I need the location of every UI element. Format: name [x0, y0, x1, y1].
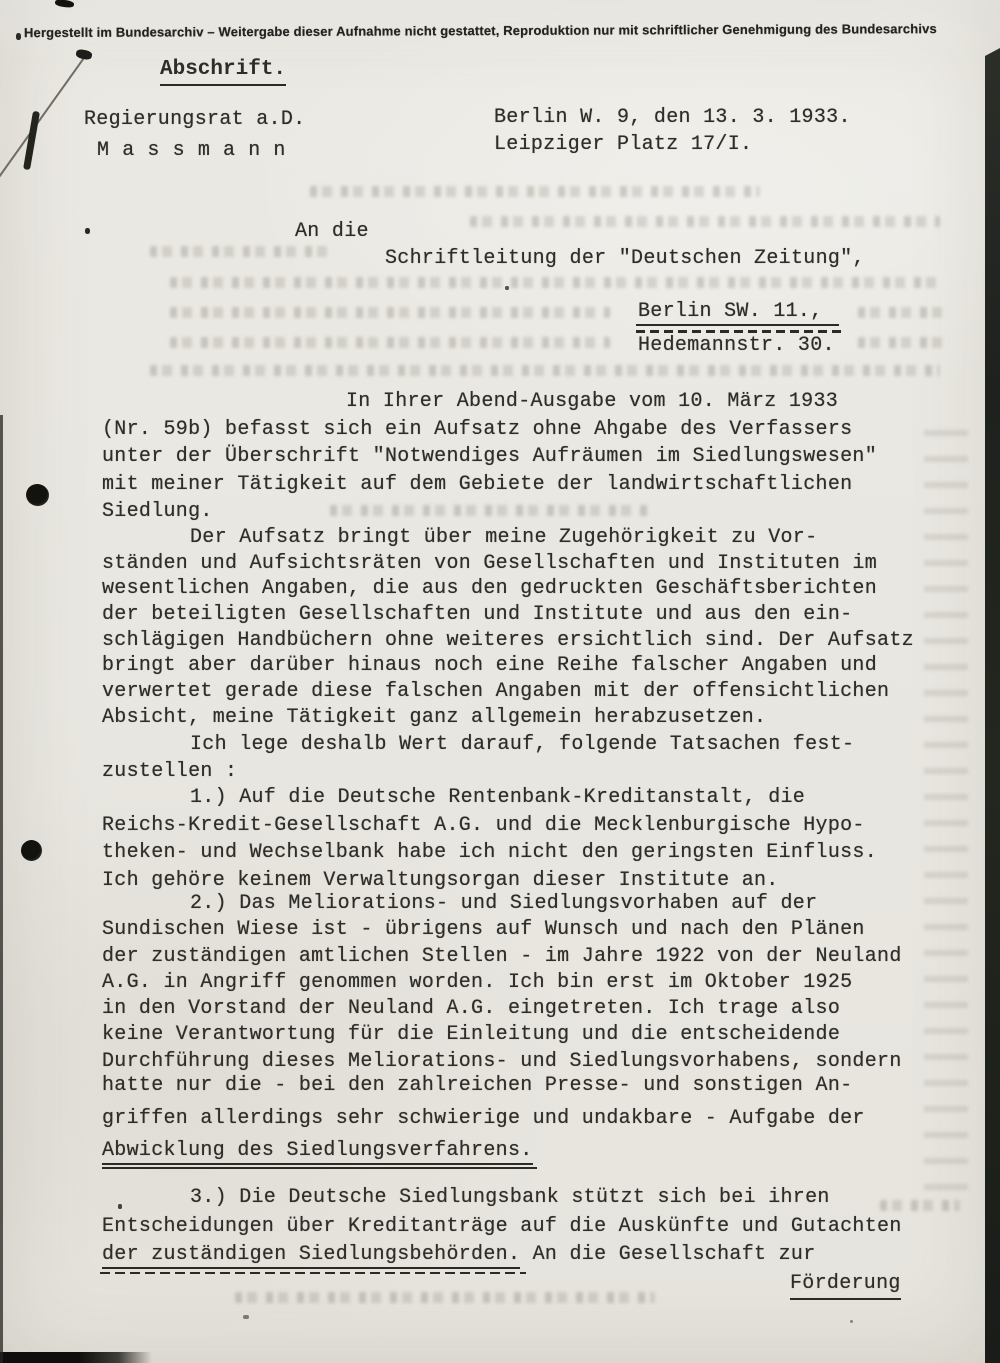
sender-name: M a s s m a n n — [97, 139, 287, 162]
scratch-line — [0, 53, 88, 180]
bleed-through-noise — [880, 1200, 960, 1211]
recipient-street: Hedemannstr. 30. — [638, 334, 835, 357]
ink-mark — [85, 228, 90, 234]
body-line: Entscheidungen über Kreditanträge auf die Auskünfte und Gutachten — [102, 1214, 902, 1238]
scan-edge-right — [985, 48, 1000, 1363]
body-line-rest: An die Gesellschaft zur — [520, 1243, 816, 1266]
sender-street-line: Leipziger Platz 17/I. — [494, 133, 753, 156]
body-paragraph-6 — [102, 1186, 947, 1272]
scan-bar-bottom — [0, 1352, 152, 1363]
body-paragraph-5 — [102, 892, 947, 1076]
bleed-through-noise — [858, 337, 946, 348]
ink-mark — [55, 0, 75, 8]
bleed-through-noise — [235, 1292, 655, 1303]
bleed-through-column — [924, 430, 968, 1190]
doc-type-heading: Abschrift. — [160, 58, 286, 86]
bleed-through-noise — [330, 505, 650, 516]
ink-mark — [16, 33, 21, 40]
punch-hole-top — [24, 482, 52, 509]
body-paragraph-5-continued — [102, 1074, 947, 1172]
body-line: keine Verantwortung für die Einleitung und die entscheidende — [102, 1023, 841, 1047]
bleed-through-noise — [170, 307, 610, 318]
bleed-through-noise — [858, 307, 946, 318]
body-line — [102, 1139, 947, 1172]
body-line: A.G. in Angriff genommen worden. Ich bin erst im Oktober 1925 — [102, 970, 853, 994]
catchword: Förderung — [790, 1272, 901, 1300]
recipient-city — [638, 300, 823, 324]
bleed-through-noise — [150, 246, 335, 257]
bleed-through-noise — [470, 216, 940, 227]
body-line: der zuständigen amtlichen Stellen - im Jahre 1922 von der Neuland — [102, 944, 902, 968]
body-line: Ich gehöre keinem Verwaltungsorgan dieser Institute an. — [102, 868, 779, 892]
ink-mark — [850, 1320, 853, 1323]
punch-hole-bottom — [20, 839, 44, 863]
body-line: (Nr. 59b) befasst sich ein Aufsatz ohne Ahgabe des Verfassers — [102, 417, 853, 441]
body-line: der beteiligten Gesellschaften und Institute und aus den ein- — [102, 603, 853, 627]
bleed-through-noise — [170, 337, 610, 348]
body-line: Siedlung. — [102, 500, 213, 524]
body-line — [102, 1243, 947, 1272]
body-paragraph-3 — [102, 733, 947, 787]
ink-mark — [75, 48, 93, 60]
body-paragraph-4 — [102, 786, 947, 896]
recipient-name: Schriftleitung der "Deutschen Zeitung", — [385, 247, 865, 270]
body-line: in den Vorstand der Neuland A.G. eingetreten. Ich trage also — [102, 997, 841, 1021]
body-line: verwertet gerade diese falschen Angaben mit der offensichtlichen — [102, 680, 890, 704]
underlined-phrase: der zuständigen Siedlungsbehörden. — [102, 1243, 520, 1269]
body-line: Der Aufsatz bringt über meine Zugehörigkeit zu Vor- — [190, 526, 818, 549]
body-line: unter der Überschrift "Notwendiges Aufräumen im Siedlungswesen" — [102, 445, 878, 469]
body-line: Reichs-Kredit-Gesellschaft A.G. und die Mecklenburgische Hypo- — [102, 813, 865, 837]
ink-mark — [505, 286, 509, 290]
body-line: In Ihrer Abend-Ausgabe vom 10. März 1933 — [346, 390, 839, 413]
body-line: Absicht, meine Tätigkeit ganz allgemein herabzusetzen. — [102, 705, 767, 729]
body-line: ständen und Aufsichtsräten von Gesellschaften und Instituten im — [102, 551, 878, 575]
bleed-through-noise — [150, 365, 940, 376]
recipient-salutation: An die — [295, 220, 369, 243]
body-line: theken- und Wechselbank habe ich nicht den geringsten Einfluss. — [102, 841, 878, 865]
body-paragraph-2 — [102, 526, 947, 732]
body-line: Sundischen Wiese ist - übrigens auf Wunsch und nach den Plänen — [102, 918, 865, 942]
sender-title: Regierungsrat a.D. — [84, 108, 306, 131]
body-line: wesentlichen Angaben, die aus den gedruckten Geschäftsberichten — [102, 577, 878, 601]
body-line: schlägigen Handbüchern ohne weiteres ersichtlich sind. Der Aufsatz — [102, 628, 914, 652]
place-date-line: Berlin W. 9, den 13. 3. 1933. — [494, 106, 851, 129]
body-line: 1.) Auf die Deutsche Rentenbank-Kreditanstalt, die — [190, 786, 806, 809]
body-line: Durchführung dieses Meliorations- und Siedlungsvorhabens, sondern — [102, 1049, 902, 1073]
body-line: Ich lege deshalb Wert darauf, folgende Tatsachen fest- — [190, 733, 855, 756]
body-line: zustellen : — [102, 760, 238, 783]
bleed-through-noise — [310, 186, 760, 197]
ink-mark — [243, 1315, 249, 1319]
body-line: bringt aber darüber hinaus noch eine Reihe falscher Angaben und — [102, 654, 878, 678]
bleed-through-noise — [170, 277, 940, 288]
body-line: griffen allerdings sehr schwierige und undakbare - Aufgabe der — [102, 1106, 865, 1130]
body-line: 3.) Die Deutsche Siedlungsbank stützt sich bei ihren — [190, 1186, 830, 1209]
recipient-city-text: Berlin SW. 11., — [638, 300, 823, 323]
scan-edge-left — [0, 415, 3, 1363]
body-line: 2.) Das Meliorations- und Siedlungsvorhaben auf der — [190, 892, 818, 915]
ink-mark — [118, 1204, 122, 1209]
body-line: hatte nur die - bei den zahlreichen Presse- und sonstigen An- — [102, 1074, 853, 1097]
body-line: mit meiner Tätigkeit auf dem Gebiete der landwirtschaftlichen — [102, 472, 853, 496]
underlined-phrase: Abwicklung des Siedlungsverfahrens. — [102, 1139, 533, 1165]
archive-stamp: Hergestellt im Bundesarchiv – Weitergabe dieser Aufnahme nicht gestattet, Reproduktion nur mit schriftlicher Genehmigung des Bundesarchivs — [23, 21, 937, 41]
